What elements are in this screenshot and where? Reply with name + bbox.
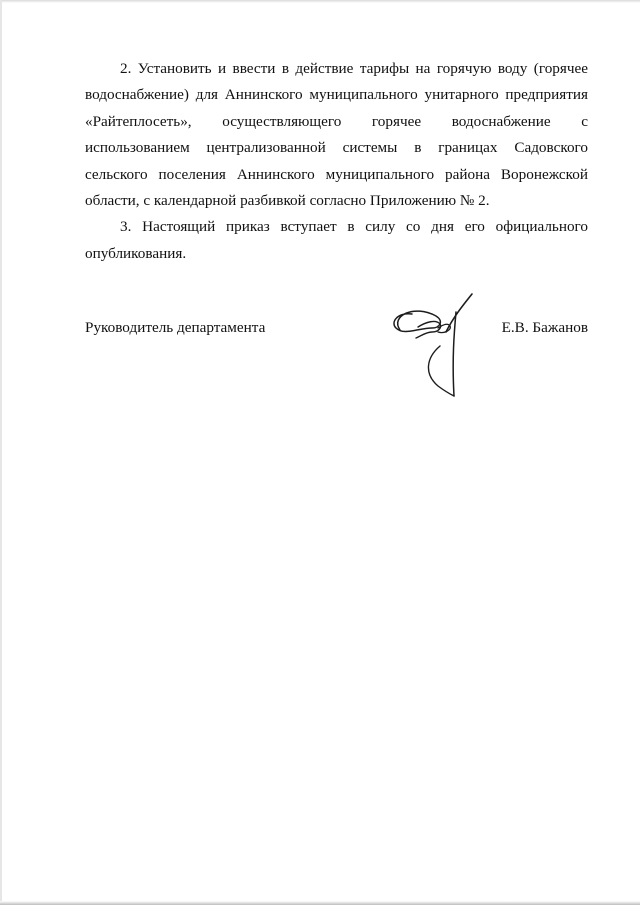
paragraph-3: 3. Настоящий приказ вступает в силу со дня его официального опубликования. bbox=[85, 218, 588, 262]
signer-position-title: Руководитель департамента bbox=[85, 319, 266, 336]
signature-block bbox=[85, 315, 588, 341]
document-body bbox=[85, 56, 588, 267]
signer-name: Е.В. Бажанов bbox=[501, 319, 588, 336]
scan-edge-left bbox=[0, 0, 2, 905]
paragraph-2: 2. Установить и ввести в действие тарифы на горячую воду (горячее водоснабжение) для Аннинского муниципального унитарного предприятия «Райтеплосеть», осуществляющего горячее водоснабжение с использованием централизованной системы в границах Садовского сельского поселения Аннинского муниципального района Воронежской области, с календарной разбивкой согласно Приложению № 2. bbox=[85, 60, 588, 210]
handwritten-signature bbox=[378, 288, 490, 400]
scan-edge-bottom bbox=[0, 901, 640, 905]
scan-edge-top bbox=[0, 0, 640, 3]
